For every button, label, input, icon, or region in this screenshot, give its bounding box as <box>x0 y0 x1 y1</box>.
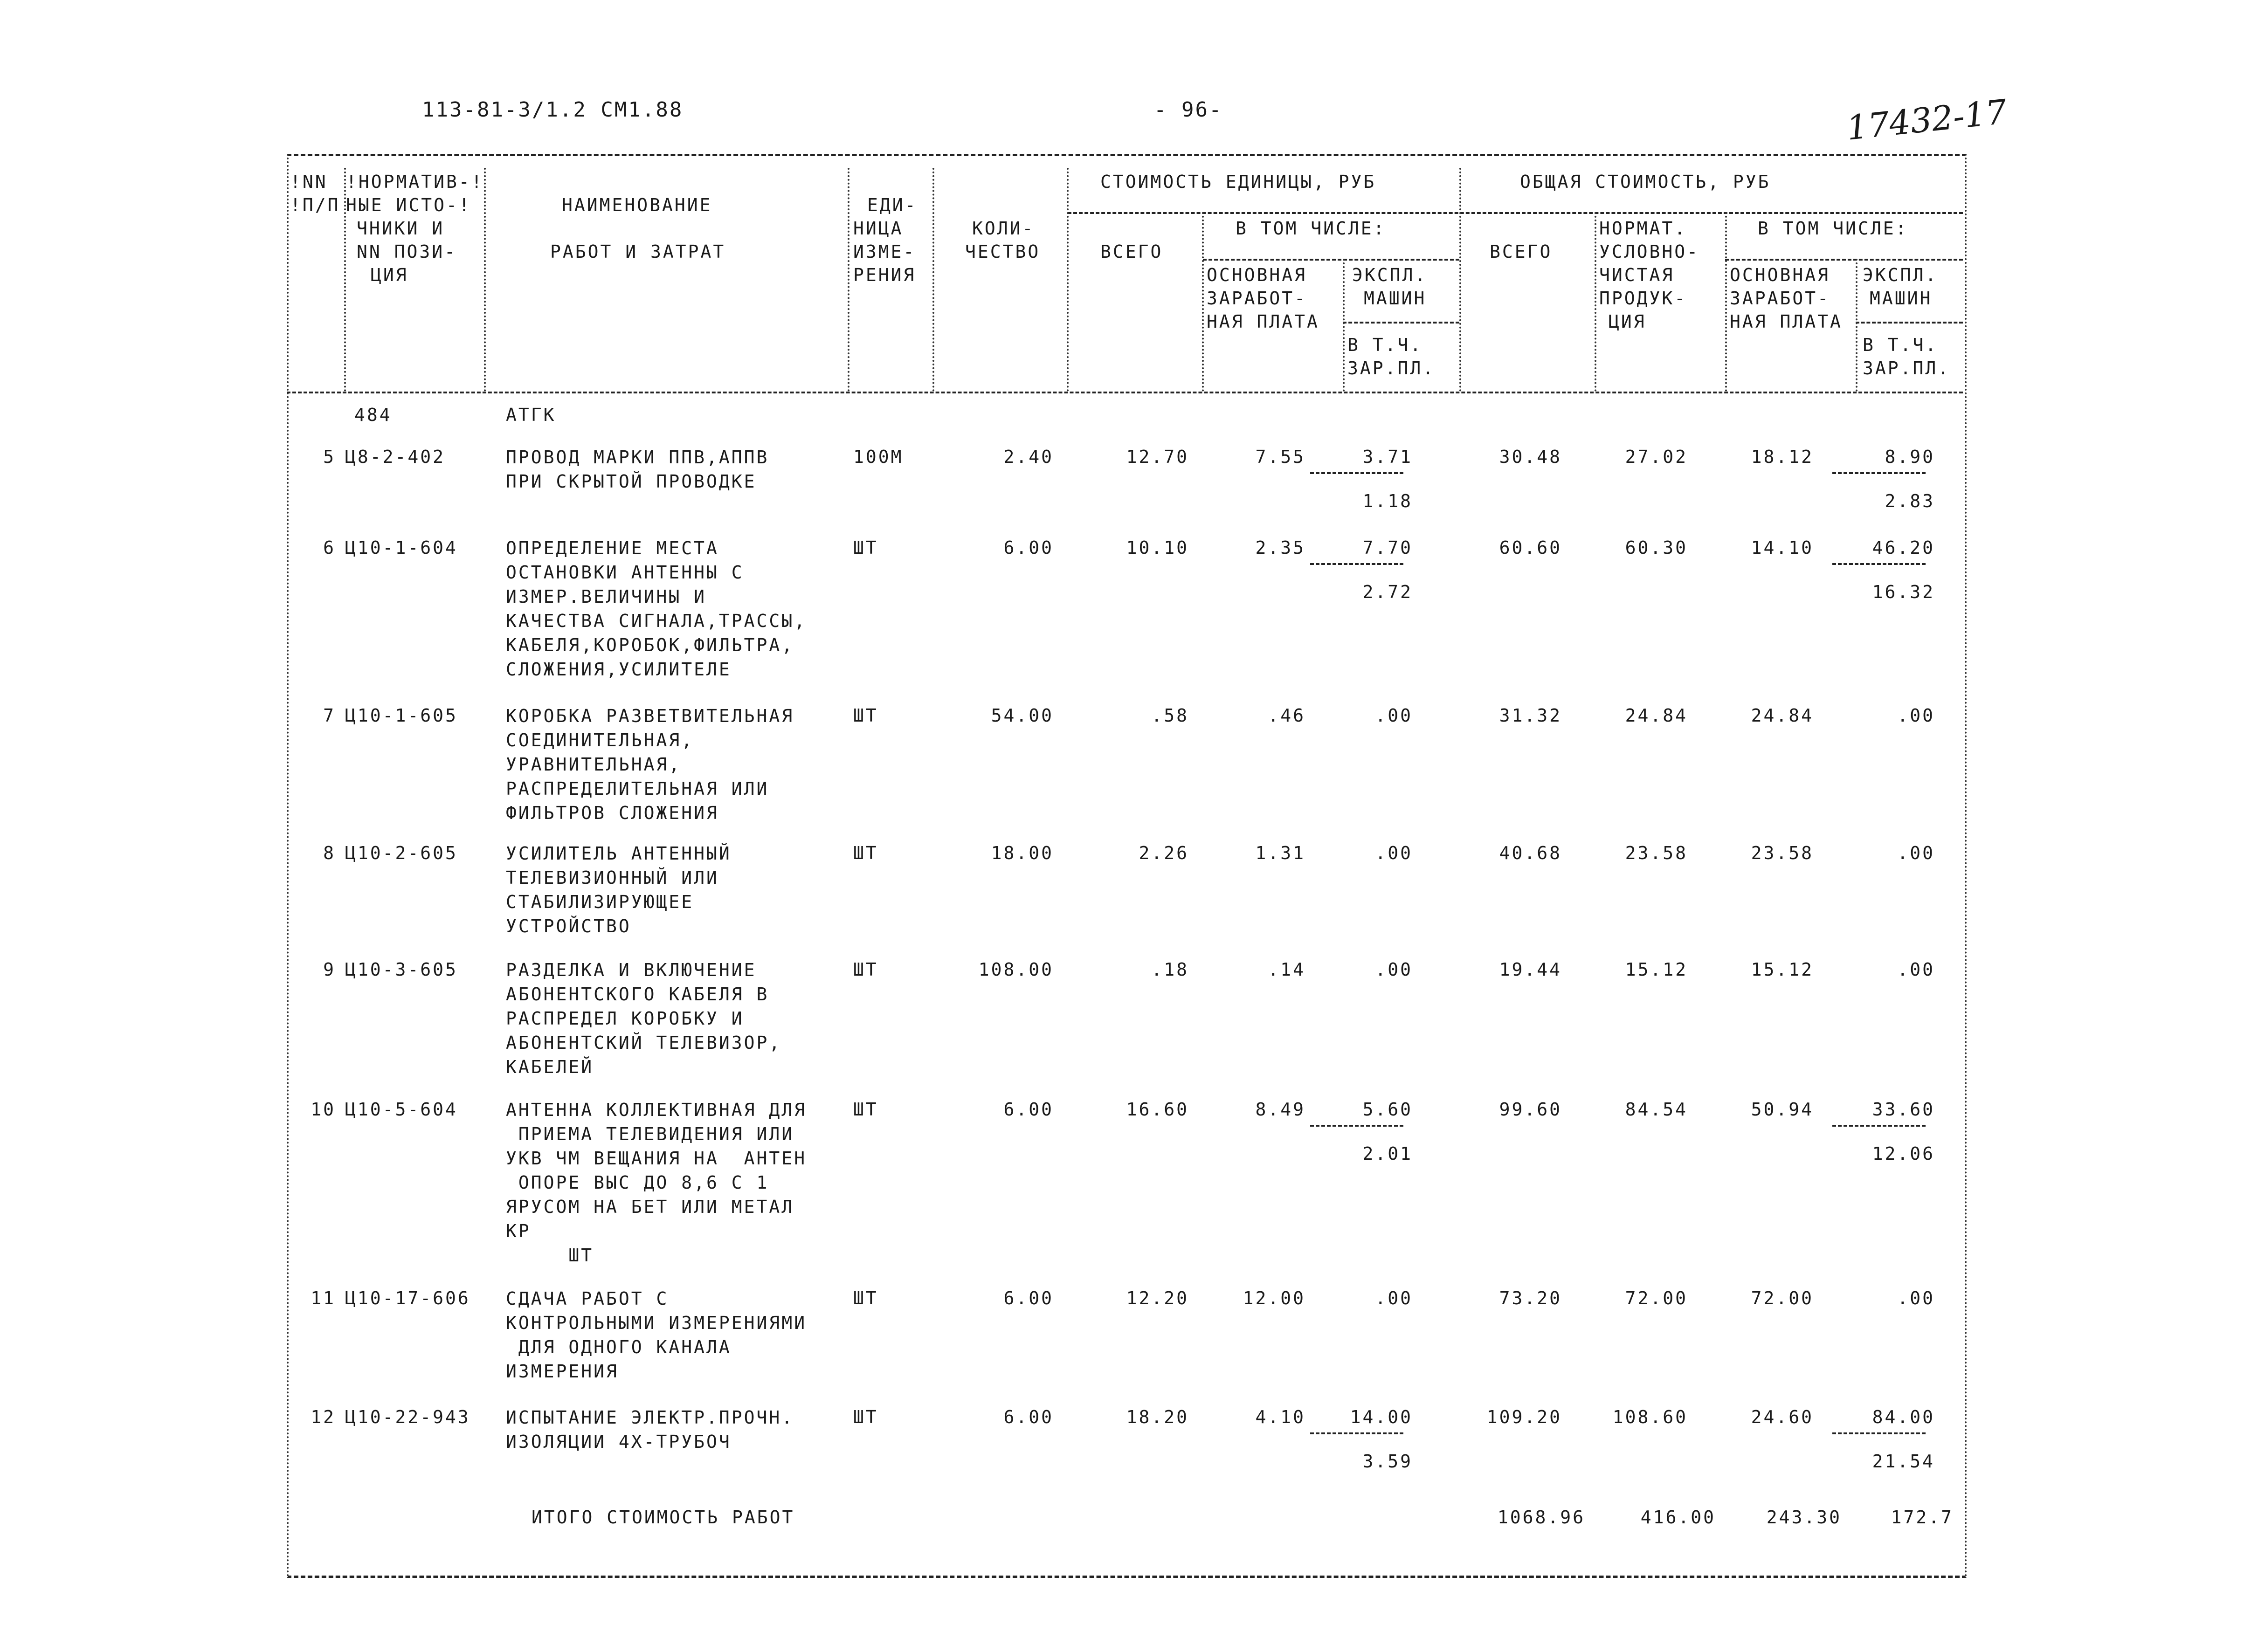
row-total-mach: .00 <box>1897 843 1935 863</box>
row-number: 11 <box>311 1288 336 1308</box>
row-total-norm: 72.00 <box>1625 1288 1688 1308</box>
row-name-line: ИЗОЛЯЦИИ 4Х-ТРУБОЧ <box>506 1432 732 1452</box>
row-code: Ц10-1-604 <box>345 537 458 558</box>
hdr-unit-mach-wage-1: В Т.Ч. <box>1347 335 1423 355</box>
col-sep-11 <box>1856 259 1857 392</box>
row-total-wage: 24.84 <box>1751 705 1814 726</box>
row-total-mach: .00 <box>1897 959 1935 980</box>
row-total-mach: 46.20 <box>1872 537 1935 558</box>
row-total-mach: .00 <box>1897 705 1935 726</box>
row-name-line: АНТЕННА КОЛЛЕКТИВНАЯ ДЛЯ <box>506 1100 807 1120</box>
row-total-total: 99.60 <box>1499 1099 1562 1120</box>
row-total-norm: 23.58 <box>1625 843 1688 863</box>
row-unit-total: 12.70 <box>1126 447 1189 467</box>
hdr-num-2: !П/П <box>290 195 340 215</box>
row-number: 9 <box>323 959 336 980</box>
row-name-line: ОПОРЕ ВЫС ДО 8,6 С 1 <box>506 1172 769 1193</box>
unit-mach-rule <box>1343 322 1459 324</box>
row-total-total: 31.32 <box>1499 705 1562 726</box>
row-unit-mach: 7.70 <box>1362 537 1413 558</box>
row-name-line: УСТРОЙСТВО <box>506 916 631 936</box>
hdr-unit-mach-2: МАШИН <box>1364 288 1427 309</box>
row-name-line: КОНТРОЛЬНЫМИ ИЗМЕРЕНИЯМИ <box>506 1313 807 1333</box>
hdr-norm-3: ЧНИКИ И <box>357 218 445 239</box>
hdr-total-mach-1: ЭКСПЛ. <box>1863 265 1938 285</box>
row-unit: ШТ <box>853 1407 878 1427</box>
hdr-unit-3: ИЗМЕ- <box>853 241 916 262</box>
section-title: АТГК <box>506 405 556 425</box>
row-code: Ц8-2-402 <box>345 447 446 467</box>
row-unit-total: 18.20 <box>1126 1407 1189 1427</box>
row-total-total: 19.44 <box>1499 959 1562 980</box>
row-unit-mach-dash <box>1310 472 1403 474</box>
row-total-total: 60.60 <box>1499 537 1562 558</box>
row-qty: 18.00 <box>991 843 1054 863</box>
row-number: 5 <box>323 447 336 467</box>
row-code: Ц10-17-606 <box>345 1288 470 1308</box>
hdr-qty-2: ЧЕСТВО <box>965 241 1041 262</box>
row-unit-wage: .46 <box>1268 705 1305 726</box>
row-name-line: ОСТАНОВКИ АНТЕННЫ С <box>506 562 744 583</box>
row-total-total: 40.68 <box>1499 843 1562 863</box>
row-total-mach-wage: 16.32 <box>1872 582 1935 602</box>
row-name-line: ФИЛЬТРОВ СЛОЖЕНИЯ <box>506 803 719 823</box>
row-total-wage: 18.12 <box>1751 447 1814 467</box>
row-total-wage: 50.94 <box>1751 1099 1814 1120</box>
hdr-total-norm-2: УСЛОВНО- <box>1599 241 1700 262</box>
row-unit-total: 16.60 <box>1126 1099 1189 1120</box>
row-name-line: УРАВНИТЕЛЬНАЯ, <box>506 754 682 775</box>
row-total-total: 73.20 <box>1499 1288 1562 1308</box>
total-mach-rule <box>1856 322 1963 324</box>
row-unit: ШТ <box>853 959 878 980</box>
hdr-total-norm-1: НОРМАТ. <box>1599 218 1687 239</box>
row-unit-mach: 14.00 <box>1350 1407 1413 1427</box>
hdr-name-2: РАБОТ И ЗАТРАТ <box>550 241 726 262</box>
row-name-line: ТЕЛЕВИЗИОННЫЙ ИЛИ <box>506 867 719 888</box>
col-sep-4 <box>932 168 934 392</box>
row-total-wage: 14.10 <box>1751 537 1814 558</box>
row-qty: 6.00 <box>1003 537 1054 558</box>
row-total-mach-dash <box>1832 472 1926 474</box>
row-total-mach: .00 <box>1897 1288 1935 1308</box>
row-total-norm: 108.60 <box>1612 1407 1688 1427</box>
row-total-mach-wage: 12.06 <box>1872 1143 1935 1164</box>
hdr-total-mach-wage-2: ЗАР.ПЛ. <box>1863 358 1951 379</box>
row-total-wage: 72.00 <box>1751 1288 1814 1308</box>
row-name-line: ШТ <box>506 1245 594 1266</box>
row-unit-mach: 5.60 <box>1362 1099 1413 1120</box>
hdr-unit-total: ВСЕГО <box>1100 241 1163 262</box>
hdr-total-wage-2: ЗАРАБОТ- <box>1730 288 1830 309</box>
row-unit-wage: 7.55 <box>1255 447 1305 467</box>
row-unit: ШТ <box>853 705 878 726</box>
row-total-norm: 84.54 <box>1625 1099 1688 1120</box>
row-name-line: ОПРЕДЕЛЕНИЕ МЕСТА <box>506 538 719 558</box>
row-number: 7 <box>323 705 336 726</box>
row-total-mach-dash <box>1832 563 1926 565</box>
row-name-line: ЯРУСОМ НА БЕТ ИЛИ МЕТАЛ <box>506 1197 794 1217</box>
row-name-line: ИСПЫТАНИЕ ЭЛЕКТР.ПРОЧН. <box>506 1407 794 1428</box>
col-sep-6 <box>1202 212 1204 392</box>
row-unit-wage: .14 <box>1268 959 1305 980</box>
hdr-unit-cost-group: СТОИМОСТЬ ЕДИНИЦЫ, РУБ <box>1100 172 1376 192</box>
row-name-line: КАБЕЛЯ,КОРОБОК,ФИЛЬТРА, <box>506 635 794 655</box>
row-unit: 100М <box>853 447 904 467</box>
row-name-line: АБОНЕНТСКИЙ ТЕЛЕВИЗОР, <box>506 1032 782 1053</box>
row-name-line: АБОНЕНТСКОГО КАБЕЛЯ В <box>506 984 769 1005</box>
row-unit-total: 12.20 <box>1126 1288 1189 1308</box>
row-unit-total: 2.26 <box>1139 843 1189 863</box>
row-name-line: СДАЧА РАБОТ С <box>506 1288 669 1309</box>
row-unit-mach: .00 <box>1375 843 1413 863</box>
row-total-total: 30.48 <box>1499 447 1562 467</box>
row-unit: ШТ <box>853 1099 878 1120</box>
hdr-name-1: НАИМЕНОВАНИЕ <box>562 195 712 215</box>
row-unit-mach: .00 <box>1375 705 1413 726</box>
row-name-line: КР <box>506 1221 531 1241</box>
row-total-mach: 84.00 <box>1872 1407 1935 1427</box>
row-name-line: ПРИ СКРЫТОЙ ПРОВОДКЕ <box>506 471 757 492</box>
row-unit-mach-dash <box>1310 563 1403 565</box>
row-code: Ц10-1-605 <box>345 705 458 726</box>
hdr-unit-incl: В ТОМ ЧИСЛЕ: <box>1236 218 1386 239</box>
row-name-line: РАСПРЕДЕЛИТЕЛЬНАЯ ИЛИ <box>506 778 769 799</box>
row-name-line: КОРОБКА РАЗВЕТВИТЕЛЬНАЯ <box>506 706 794 726</box>
totals-label: ИТОГО СТОИМОСТЬ РАБОТ <box>532 1507 795 1528</box>
row-total-wage: 24.60 <box>1751 1407 1814 1427</box>
row-unit-wage: 8.49 <box>1255 1099 1305 1120</box>
row-name-line: РАСПРЕДЕЛ КОРОБКУ И <box>506 1008 744 1029</box>
hdr-unit-wage-2: ЗАРАБОТ- <box>1207 288 1307 309</box>
row-qty: 6.00 <box>1003 1099 1054 1120</box>
hdr-unit-mach-1: ЭКСПЛ. <box>1352 265 1428 285</box>
row-total-norm: 27.02 <box>1625 447 1688 467</box>
row-qty: 2.40 <box>1003 447 1054 467</box>
row-total-total: 109.20 <box>1486 1407 1562 1427</box>
row-total-norm: 24.84 <box>1625 705 1688 726</box>
row-name-line: КАБЕЛЕЙ <box>506 1057 594 1077</box>
header-divider <box>287 392 1963 393</box>
hdr-total-norm-4: ПРОДУК- <box>1599 288 1687 309</box>
row-code: Ц10-3-605 <box>345 959 458 980</box>
hdr-norm-1: !НОРМАТИВ-! <box>346 172 484 192</box>
row-name-line: ДЛЯ ОДНОГО КАНАЛА <box>506 1337 732 1357</box>
hdr-unit-4: РЕНИЯ <box>853 265 916 285</box>
row-number: 8 <box>323 843 336 863</box>
col-sep-5 <box>1067 168 1069 392</box>
hdr-total-norm-3: ЧИСТАЯ <box>1599 265 1675 285</box>
row-name-line: СТАБИЛИЗИРУЮЩЕЕ <box>506 892 694 912</box>
row-qty: 6.00 <box>1003 1407 1054 1427</box>
hdr-total-wage-1: ОСНОВНАЯ <box>1730 265 1830 285</box>
hdr-total-total: ВСЕГО <box>1490 241 1553 262</box>
unit-incl-rule <box>1203 259 1459 261</box>
row-unit-wage: 2.35 <box>1255 537 1305 558</box>
page-number: - 96- <box>1154 98 1223 122</box>
row-total-wage: 15.12 <box>1751 959 1814 980</box>
hdr-total-wage-3: НАЯ ПЛАТА <box>1730 311 1843 332</box>
hdr-total-norm-5: ЦИЯ <box>1609 311 1646 332</box>
col-sep-2 <box>484 168 486 392</box>
hdr-unit-wage-3: НАЯ ПЛАТА <box>1207 311 1319 332</box>
row-number: 10 <box>311 1099 336 1120</box>
row-unit-mach: .00 <box>1375 1288 1413 1308</box>
hdr-norm-5: ЦИЯ <box>371 265 408 285</box>
row-unit-mach: 3.71 <box>1362 447 1413 467</box>
row-total-mach-wage: 21.54 <box>1872 1451 1935 1472</box>
row-unit-total: .18 <box>1151 959 1189 980</box>
row-name-line: СЛОЖЕНИЯ,УСИЛИТЕЛЕ <box>506 659 732 680</box>
row-unit-mach-dash <box>1310 1432 1403 1434</box>
row-unit-mach-wage: 1.18 <box>1362 491 1413 511</box>
totals-total: 1068.96 <box>1497 1507 1585 1528</box>
row-name-line: ПРИЕМА ТЕЛЕВИДЕНИЯ ИЛИ <box>506 1124 794 1144</box>
row-name-line: ИЗМЕРЕНИЯ <box>506 1361 619 1382</box>
hdr-qty-1: КОЛИ- <box>972 218 1035 239</box>
hdr-norm-4: NN ПОЗИ- <box>357 241 457 262</box>
hdr-total-mach-2: МАШИН <box>1870 288 1933 309</box>
row-qty: 54.00 <box>991 705 1054 726</box>
row-name-line: УКВ ЧМ ВЕЩАНИЯ НА АНТЕН <box>506 1148 807 1169</box>
row-qty: 108.00 <box>978 959 1054 980</box>
hdr-unit-1: ЕДИ- <box>867 195 918 215</box>
hdr-num-1: !NN <box>290 172 328 192</box>
row-total-mach-wage: 2.83 <box>1885 491 1935 511</box>
row-unit-wage: 1.31 <box>1255 843 1305 863</box>
handwritten-stamp: 17432-17 <box>1844 92 2009 148</box>
row-name-line: СОЕДИНИТЕЛЬНАЯ, <box>506 730 694 750</box>
hdr-total-cost-group: ОБЩАЯ СТОИМОСТЬ, РУБ <box>1520 172 1771 192</box>
col-sep-7 <box>1343 259 1345 392</box>
row-code: Ц10-5-604 <box>345 1099 458 1120</box>
row-qty: 6.00 <box>1003 1288 1054 1308</box>
row-code: Ц10-22-943 <box>345 1407 470 1427</box>
row-unit-mach-wage: 2.01 <box>1362 1143 1413 1164</box>
document-reference: 113-81-3/1.2 CM1.88 <box>422 98 684 122</box>
row-name-line: ИЗМЕР.ВЕЛИЧИНЫ И <box>506 586 707 607</box>
col-sep-3 <box>848 168 849 392</box>
hdr-unit-2: НИЦА <box>853 218 904 239</box>
row-total-mach: 8.90 <box>1885 447 1935 467</box>
row-unit: ШТ <box>853 843 878 863</box>
row-total-norm: 60.30 <box>1625 537 1688 558</box>
row-total-mach: 33.60 <box>1872 1099 1935 1120</box>
col-sep-9 <box>1595 212 1596 392</box>
hdr-unit-wage-1: ОСНОВНАЯ <box>1207 265 1307 285</box>
row-unit-mach-wage: 2.72 <box>1362 582 1413 602</box>
row-number: 6 <box>323 537 336 558</box>
hdr-unit-mach-wage-2: ЗАР.ПЛ. <box>1347 358 1436 379</box>
row-total-norm: 15.12 <box>1625 959 1688 980</box>
row-unit-mach-dash <box>1310 1125 1403 1127</box>
row-unit-total: 10.10 <box>1126 537 1189 558</box>
row-name-line: КАЧЕСТВА СИГНАЛА,ТРАССЫ, <box>506 611 807 631</box>
row-unit-wage: 12.00 <box>1243 1288 1305 1308</box>
totals-norm: 416.00 <box>1640 1507 1716 1528</box>
row-unit: ШТ <box>853 1288 878 1308</box>
row-unit-mach: .00 <box>1375 959 1413 980</box>
col-sep-8 <box>1459 168 1461 392</box>
row-code: Ц10-2-605 <box>345 843 458 863</box>
row-total-mach-dash <box>1832 1125 1926 1127</box>
row-name-line: УСИЛИТЕЛЬ АНТЕННЫЙ <box>506 843 732 864</box>
row-unit-wage: 4.10 <box>1255 1407 1305 1427</box>
hdr-total-mach-wage-1: В Т.Ч. <box>1863 335 1938 355</box>
hdr-norm-2: НЫЕ ИСТО-! <box>346 195 471 215</box>
col-sep-10 <box>1725 212 1727 392</box>
row-unit-total: .58 <box>1151 705 1189 726</box>
row-number: 12 <box>311 1407 336 1427</box>
totals-wage: 243.30 <box>1766 1507 1842 1528</box>
row-unit: ШТ <box>853 537 878 558</box>
totals-mach: 172.7 <box>1891 1507 1954 1528</box>
row-unit-mach-wage: 3.59 <box>1362 1451 1413 1472</box>
row-total-mach-dash <box>1832 1432 1926 1434</box>
hdr-total-incl: В ТОМ ЧИСЛЕ: <box>1758 218 1908 239</box>
section-code: 484 <box>354 405 392 425</box>
row-total-wage: 23.58 <box>1751 843 1814 863</box>
row-name-line: РАЗДЕЛКА И ВКЛЮЧЕНИЕ <box>506 960 757 980</box>
row-name-line: ПРОВОД МАРКИ ППВ,АППВ <box>506 447 769 468</box>
total-incl-rule <box>1725 259 1963 261</box>
